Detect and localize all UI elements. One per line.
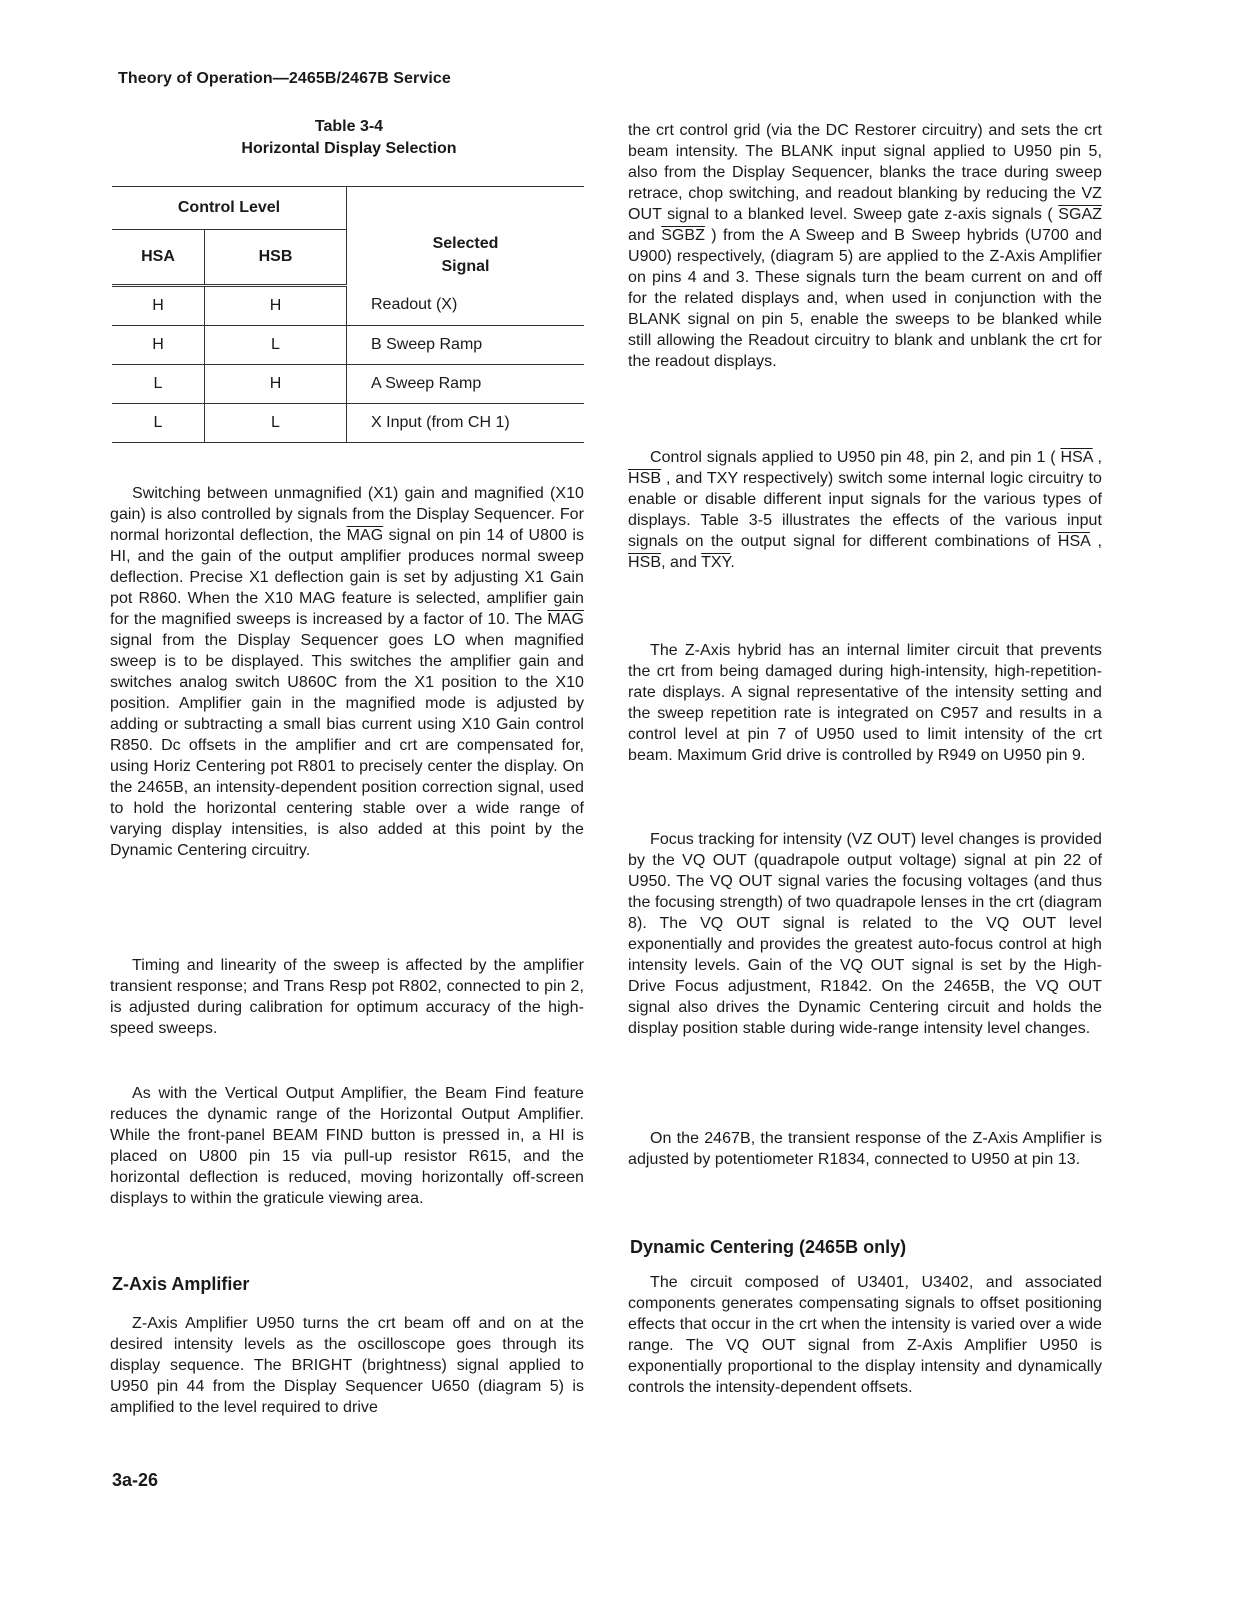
selected-signal-header-line1: Selected <box>432 234 499 252</box>
hsb-signal-label: $\overline{HSB}$ <box>628 470 662 487</box>
hsb-cell: L <box>205 404 347 443</box>
table-caption: Horizontal Display Selection <box>241 140 457 157</box>
transient-response-paragraph: On the 2467B, the transient response of the Z-Axis Amplifier is adjusted by potentiometer R1834, connected to U950 at pin 13. <box>628 1130 1102 1168</box>
signal-cell: Readout (X) <box>347 286 585 326</box>
z-axis-amplifier-heading: Z-Axis Amplifier <box>112 1274 250 1294</box>
horizontal-display-selection-table <box>112 186 584 443</box>
table-row <box>112 286 584 326</box>
signal-cell: B Sweep Ramp <box>347 326 585 365</box>
hsb-cell: H <box>205 286 347 326</box>
z-axis-intro-paragraph: Z-Axis Amplifier U950 turns the crt beam off and on at the desired intensity levels as the oscilloscope goes through its display sequence. The BRIGHT (brightness) signal applied to U950 pin 44 from the Display Sequencer U650 (diagram 5) is amplified to the level required to drive <box>110 1315 584 1416</box>
page-header: Theory of Operation—2465B/2467B Service <box>118 70 451 87</box>
hsb-cell: H <box>205 365 347 404</box>
focus-tracking-paragraph: Focus tracking for intensity (VZ OUT) level changes is provided by the VQ OUT (quadrapole output voltage) signal at pin 22 of U950. The VQ OUT signal varies the focusing voltages (and thus the focusing strength) of two quadrapole lenses in the crt (diagram 8). The VQ OUT signal is related to the VQ OUT level exponentially and provides the greatest auto-focus control at high intensity levels. Gain of the VQ OUT signal is set by the High-Drive Focus adjustment, R1842. On the 2465B, the VQ OUT signal also drives the Dynamic Centering circuit and holds the display position stable during wide-range intensity level changes. <box>628 831 1102 1037</box>
crt-grid-paragraph: the crt control grid (via the DC Restorer circuitry) and sets the crt beam intensity. The BLANK input signal applied to U950 pin 5, also from the Display Sequencer, blanks the trace during sweep retrace, chop switching, and readout blanking by reducing the VZ OUT signal to a blanked level. Sweep gate z-axis signals ( SGAZ and SGBZ ) from the A Sweep and B Sweep hybrids (U700 and U900) respectively, (diagram 5) are applied to the Z-Axis Amplifier on pins 4 and 3. These signals turn the beam current on and off for the related displays and, when used in conjunction with the BLANK signal on pin 5, enable the sweeps to be blanked while still allowing the Readout circuitry to blank and unblank the crt for the readout displays. <box>628 122 1103 370</box>
hsb-cell: L <box>205 326 347 365</box>
page-number: 3a-26 <box>112 1470 159 1490</box>
dynamic-centering-heading: Dynamic Centering (2465B only) <box>630 1237 907 1257</box>
table-row <box>112 326 584 365</box>
signal-cell: A Sweep Ramp <box>347 365 585 404</box>
beam-find-paragraph: As with the Vertical Output Amplifier, the Beam Find feature reduces the dynamic range of the Horizontal Output Amplifier. While the front-panel BEAM FIND button is pressed in, a HI is placed on U800 pin 15 via pull-up resistor R615, and the horizontal deflection is reduced, moving horizontally off-screen displays to within the graticule viewing area. <box>110 1085 584 1207</box>
dynamic-centering-paragraph: The circuit composed of U3401, U3402, and associated components generates compensating signals to offset positioning effects that occur in the crt when the intensity is varied over a wide range. The VQ OUT signal from Z-Axis Amplifier U950 is exponentially proportional to the display intensity and dynamically controls the intensity-dependent offsets. <box>628 1274 1102 1396</box>
mag-gain-paragraph: Switching between unmagnified (X1) gain and magnified (X10 gain) is also controlled by signals from the Display Sequencer. For normal horizontal deflection, the $\overline{MAG}$ signal on pin 14 of U800 is HI, and the gain of the output amplifier produces normal sweep deflection. Precise X1 deflection gain is set by adjusting X1 Gain pot R860. When the X10 MAG feature is selected, amplifier gain for the magnified sweeps is increased by a factor of 10. The $\overline{MAG}$ signal from the Display Sequencer goes LO when magnified sweep is to be displayed. This switches the amplifier gain and switches analog switch U860C from the X1 position to the X10 position. Amplifier gain in the magnified mode is adjusted by adding or subtracting a small bias current using X10 Gain control R850. Dc offsets in the amplifier and crt are compensated for, using Horiz Centering pot R801 to precisely center the display. On the 2465B, an intensity-dependent position correction signal, used to hold the horizontal centering stable over a wide range of varying display intensities, is also added at this point by the Dynamic Centering circuitry. <box>110 485 584 859</box>
hsb-header: HSB <box>205 230 347 286</box>
hsa-cell: L <box>112 404 205 443</box>
hsa-cell: H <box>112 326 205 365</box>
table-row <box>112 404 584 443</box>
sgaz-signal-label: SGAZ <box>1058 206 1102 223</box>
hsa-cell: L <box>112 365 205 404</box>
control-level-header: Control Level <box>112 187 347 230</box>
sgbz-signal-label: SGBZ <box>661 227 705 244</box>
mag-signal-label: $\overline{MAG}$ <box>547 611 584 628</box>
table-title <box>110 116 588 160</box>
hsa-signal-label: $\overline{HSA}$ <box>1060 449 1093 466</box>
signal-cell: X Input (from CH 1) <box>347 404 585 443</box>
limiter-circuit-paragraph: The Z-Axis hybrid has an internal limiter circuit that prevents the crt from being damaged during high-intensity, high-repetition-rate displays. A signal representative of the intensity setting and the sweep repetition rate is integrated on C957 and results in a control level at pin 7 of U950 used to limit intensity of the crt beam. Maximum Grid drive is controlled by R949 on U950 pin 9. <box>628 642 1102 764</box>
txy-signal-label: $\overline{TXY}$ <box>701 554 731 571</box>
table-number: Table 3-4 <box>314 118 384 135</box>
hsb-signal-label: $\overline{HSB}$ <box>628 554 662 571</box>
timing-linearity-paragraph: Timing and linearity of the sweep is affected by the amplifier transient response; and Trans Resp pot R802, connected to pin 2, is adjusted during calibration for optimum accuracy of the high-speed sweeps. <box>110 957 584 1037</box>
mag-signal-label: $\overline{MAG}$ <box>346 527 384 544</box>
hsa-cell: H <box>112 286 205 326</box>
hsa-signal-label: $\overline{HSA}$ <box>1057 533 1091 550</box>
table-row <box>112 365 584 404</box>
hsa-header: HSA <box>112 230 205 286</box>
control-signals-paragraph: Control signals applied to U950 pin 48, pin 2, and pin 1 ( $\overline{HSA}$ , $\overline{HSB}$ , and TXY respectively) switch some internal logic circuitry to enable or disable different input signals for the various types of displays. Table 3-5 illustrates the effects of the various input signals on the output signal for different combinations of $\overline{HSA}$ , $\overline{HSB}$, and $\overline{TXY}$. <box>628 449 1102 571</box>
selected-signal-header-line2: Signal <box>441 257 490 275</box>
selected-signal-header <box>347 187 585 286</box>
